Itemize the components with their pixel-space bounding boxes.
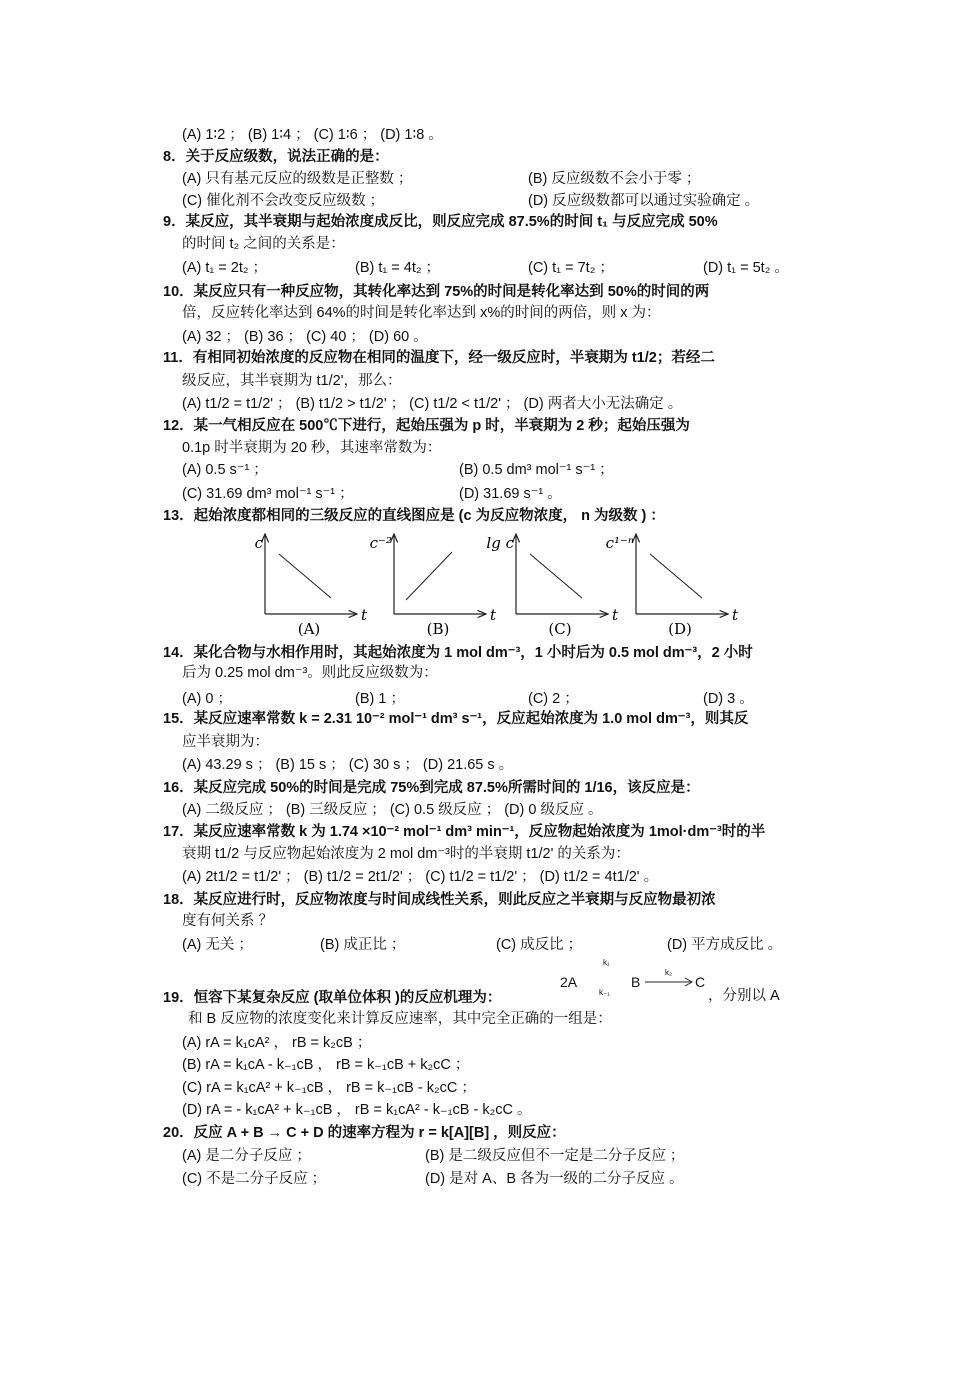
text-line: 11．有相同初始浓度的反应物在相同的温度下，经一级反应时，半衰期为 t1/2；若经二 [163,350,715,366]
text-line: 的时间 t₂ 之间的关系是： [182,236,345,252]
text-line: (A) rA = k₁cA² ， rB = k₂cB ； [182,1035,372,1051]
text-line: 后为 0.25 mol dm⁻³。则此反应级数为： [182,665,438,681]
text-line: (A) 1∶2 ； (B) 1∶4 ； (C) 1∶6 ； (D) 1∶8 。 [182,127,443,143]
graph-caption: (B) [426,620,450,638]
text-line: (D) 是对 A、B 各为一级的二分子反应 。 [425,1171,684,1187]
q13-graphs [0,528,980,648]
text-line: (C) rA = k₁cA² + k₋₁cB ， rB = k₋₁cB - k₂cC ； [182,1080,476,1096]
text-line: (D) 反应级数都可以通过实验确定 。 [528,193,760,209]
text-line: (C) 催化剂不会改变反应级数 ； [182,193,385,209]
text-line: (C) 31.69 dm³ mol⁻¹ s⁻¹ ； [182,486,354,502]
x-axis-label: t [490,606,497,624]
graph-caption: (C) [548,620,572,638]
species-2A: 2A [560,974,578,990]
y-axis-label: c [254,534,263,552]
text-line: 19．恒容下某复杂反应 (取单位体积 )的反应机理为： [163,990,502,1006]
text-line: (B) 0.5 dm³ mol⁻¹ s⁻¹ ； [459,462,614,478]
text-line: (B) 1 ； [355,691,405,707]
y-axis-label: lg c [486,534,514,552]
x-axis-label: t [361,606,368,624]
text-line: (D) 31.69 s⁻¹ 。 [459,486,562,502]
rate-constant-k-1: k₋₁ [599,988,610,997]
text-line: (A) 0 ； [182,691,232,707]
text-line: (A) 32 ； (B) 36 ； (C) 40 ； (D) 60 。 [182,329,428,345]
text-line: (A) 0.5 s⁻¹ ； [182,462,268,478]
text-line: (C) 成反比 ； [496,937,583,953]
text-line: (C) 不是二分子反应 ； [182,1171,327,1187]
text-line: 8．关于反应级数，说法正确的是： [163,149,389,165]
text-line: 13．起始浓度都相同的三级反应的直线图应是 (c 为反应物浓度， n 为级数 ) ： [163,508,665,524]
text-line: 16．某反应完成 50%的时间是完成 75%到完成 87.5%所需时间的 1/16，该反应是： [163,780,700,796]
text-line: 应半衰期为： [182,734,269,750]
reaction-mechanism [555,958,715,1008]
text-line: (D) 平方成反比 。 [667,937,783,953]
graph-a [255,534,368,638]
text-line: 14．某化合物与水相作用时，其起始浓度为 1 mol dm⁻³，1 小时后为 0.5 mol dm⁻³，2 小时 [163,645,753,661]
graph-caption: (D) [668,620,692,638]
text-line: (B) t₁ = 4t₂ ； [355,260,441,276]
text-line: (B) rA = k₁cA - k₋₁cB ， rB = k₋₁cB + k₂cC ； [182,1057,470,1073]
text-line: 10．某反应只有一种反应物，其转化率达到 75%的时间是转化率达到 50%的时间的两 [163,284,710,300]
graph-d [606,534,739,638]
text-line: ，分别以 A [708,988,780,1004]
text-line: (B) 成正比 ； [320,937,406,953]
text-line: (D) rA = - k₁cA² + k₋₁cB ， rB = k₁cA² - k₋₁cB - k₂cC 。 [182,1102,532,1118]
text-line: 18．某反应进行时，反应物浓度与时间成线性关系，则此反应之半衰期与反应物最初浓 [163,892,716,908]
text-line: (B) 反应级数不会小于零 ； [528,171,701,187]
text-line: (A) 只有基元反应的级数是正整数 ； [182,171,413,187]
x-axis-label: t [612,606,619,624]
text-line: 20．反应 A + B → C + D 的速率方程为 r = k[A][B] ，则反应： [163,1125,566,1141]
text-line: 15．某反应速率常数 k = 2.31 10⁻² mol⁻¹ dm³ s⁻¹，反应起始浓度为 1.0 mol dm⁻³，则其反 [163,711,749,727]
text-line: 9．某反应，其半衰期与起始浓度成反比，则反应完成 87.5%的时间 t₁ 与反应完成 50% [163,214,718,230]
text-line: (A) 2t1/2 = t1/2' ； (B) t1/2 = 2t1/2' ； (C) t1/2 = t1/2' ； (D) t1/2 = 4t1/2' 。 [182,869,659,885]
text-line: (C) t₁ = 7t₂ ； [528,260,614,276]
text-line: (A) t₁ = 2t₂ ； [182,260,268,276]
rate-constant-k2: k₂ [665,968,673,977]
text-line: 级反应，其半衰期为 t1/2'，那么： [182,373,402,389]
text-line: (D) 3 。 [703,691,754,707]
species-C: C [695,974,706,990]
reaction-arrow [645,976,695,988]
text-line: 度有何关系 ？ [182,913,274,929]
text-line: 倍，反应转化率达到 64%的时间是转化率达到 x%的时间的两倍，则 x 为： [182,305,661,321]
text-line: (C) 2 ； [528,691,579,707]
y-axis-label: c¹⁻ⁿ [605,534,634,552]
text-line: (A) 是二分子反应 ； [182,1148,311,1164]
text-line: 12．某一气相反应在 500℃下进行，起始压强为 p 时，半衰期为 2 秒；起始压强为 [163,418,690,434]
graph-b [370,534,497,638]
text-line: 和 B 反应物的浓度变化来计算反应速率，其中完全正确的一组是： [188,1011,612,1027]
text-line: (A) 43.29 s ； (B) 15 s ； (C) 30 s ； (D) 21.65 s 。 [182,757,514,773]
rate-constant-k1: k₁ [603,958,610,967]
y-axis-label: c⁻² [369,534,392,552]
graph-caption: (A) [297,620,321,638]
text-line: (B) 是二级反应但不一定是二分子反应 ； [425,1148,685,1164]
species-B: B [631,974,641,990]
text-line: (A) 无关 ； [182,937,253,953]
graph-c [486,534,619,638]
text-line: 0.1p 时半衰期为 20 秒，其速率常数为： [182,440,442,456]
text-line: (D) t₁ = 5t₂ 。 [703,260,789,276]
text-line: 17．某反应速率常数 k 为 1.74 ×10⁻² mol⁻¹ dm³ min⁻¹，反应物起始浓度为 1mol·dm⁻³时的半 [163,824,766,840]
text-line: (A) t1/2 = t1/2' ； (B) t1/2 > t1/2' ； (C) t1/2 < t1/2' ； (D) 两者大小无法确定 。 [182,396,683,412]
text-line: (A) 二级反应 ； (B) 三级反应 ； (C) 0.5 级反应 ； (D) 0 级反应 。 [182,802,603,818]
x-axis-label: t [732,606,739,624]
text-line: 衰期 t1/2 与反应物起始浓度为 2 mol dm⁻³时的半衰期 t1/2' 的关系为： [182,846,630,862]
